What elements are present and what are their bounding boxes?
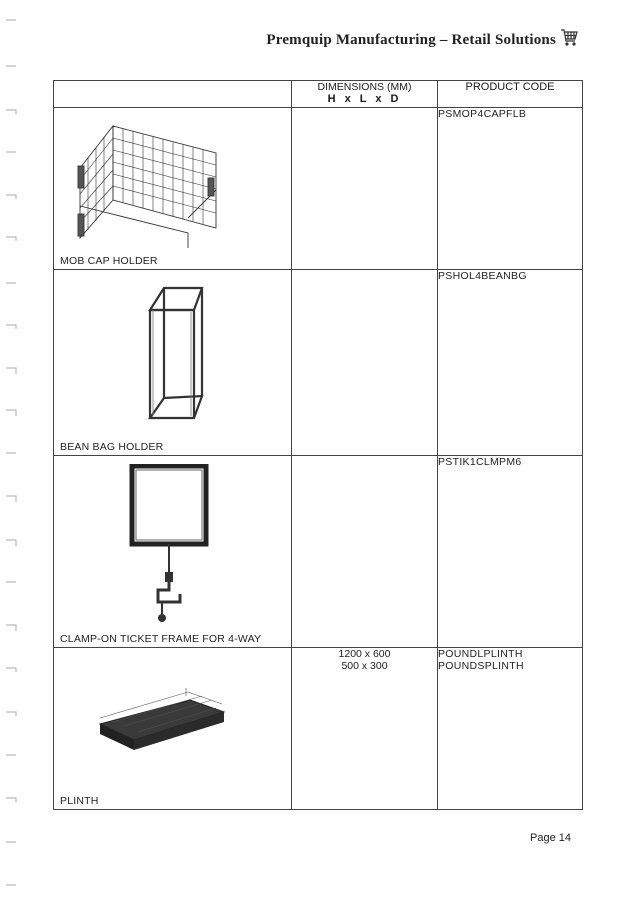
product-name: PLINTH bbox=[60, 795, 99, 807]
table-row bbox=[54, 108, 583, 270]
table-row bbox=[54, 648, 583, 810]
dimension-value: 1200 x 600 bbox=[338, 648, 391, 660]
product-name: BEAN BAG HOLDER bbox=[60, 441, 164, 453]
table-row bbox=[54, 456, 583, 648]
product-image-cell bbox=[54, 270, 292, 456]
dimensions-cell bbox=[292, 108, 438, 270]
dimensions-cell bbox=[292, 270, 438, 456]
product-code: POUNDLPLINTH bbox=[438, 648, 523, 660]
product-name: CLAMP-ON TICKET FRAME FOR 4-WAY bbox=[60, 633, 262, 645]
product-image-cell bbox=[54, 108, 292, 270]
ticket-frame-clamp-icon bbox=[128, 464, 210, 626]
dimensions-cell bbox=[292, 648, 438, 810]
plinth-base-icon bbox=[98, 684, 228, 764]
product-code: PSTIK1CLMPM6 bbox=[438, 456, 522, 468]
product-code-cell bbox=[438, 270, 583, 456]
column-header-product-code: PRODUCT CODE bbox=[438, 81, 583, 108]
dimensions-cell bbox=[292, 456, 438, 648]
product-table bbox=[53, 80, 583, 810]
product-code: POUNDSPLINTH bbox=[438, 660, 524, 672]
binder-margin-marks bbox=[0, 0, 30, 905]
product-code: PSHOL4BEANBG bbox=[438, 270, 527, 282]
product-code-cell bbox=[438, 108, 583, 270]
product-image-cell bbox=[54, 456, 292, 648]
table-row bbox=[54, 270, 583, 456]
table-header-row bbox=[54, 81, 583, 108]
shopping-cart-icon bbox=[560, 28, 578, 48]
header-title: Premquip Manufacturing – Retail Solutions bbox=[266, 32, 556, 48]
product-code-cell bbox=[438, 456, 583, 648]
product-image-cell bbox=[54, 648, 292, 810]
product-code-cell bbox=[438, 648, 583, 810]
dimension-value: 500 x 300 bbox=[341, 660, 388, 672]
product-name: MOB CAP HOLDER bbox=[60, 255, 158, 267]
page-number: Page 14 bbox=[530, 832, 571, 844]
column-header-dimensions bbox=[292, 81, 438, 108]
wire-frame-holder-icon bbox=[142, 280, 212, 430]
column-header-image bbox=[54, 81, 292, 108]
wire-mesh-basket-icon bbox=[68, 118, 228, 248]
dimensions-header-label: DIMENSIONS (MM) bbox=[317, 81, 412, 93]
product-code: PSMOP4CAPFLB bbox=[438, 108, 527, 120]
dimensions-subheader: H x L x D bbox=[327, 93, 402, 105]
